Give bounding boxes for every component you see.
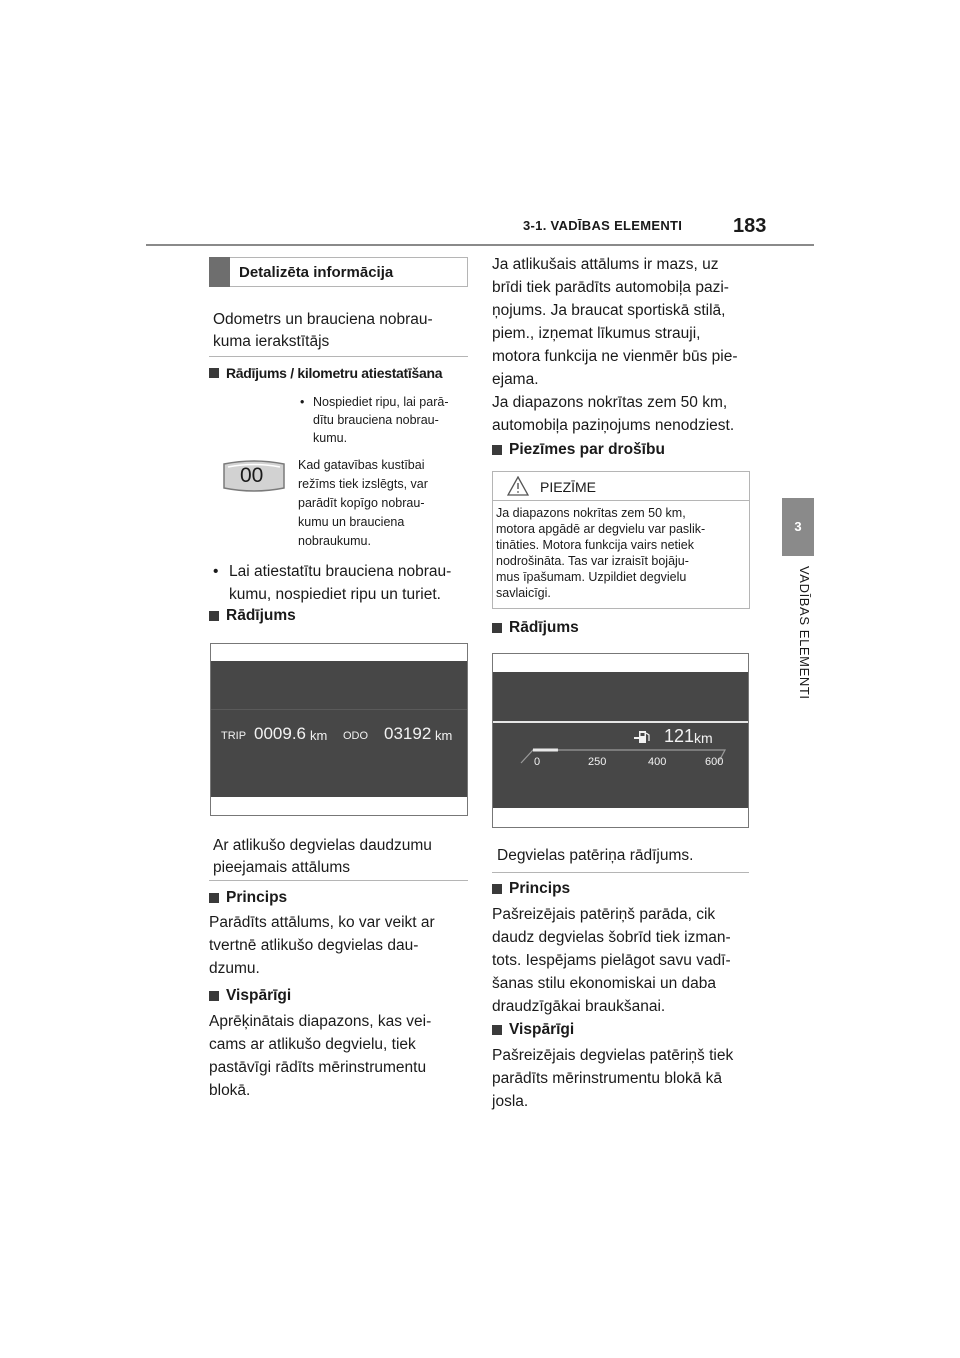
consumption-caption: Degvielas patēriņa rādījums.	[497, 847, 694, 864]
principle-right-5: draudzīgākai braukšanai.	[492, 998, 666, 1015]
reset-tip-3: kumu.	[313, 431, 348, 445]
principle-right-3: tots. Iespējams pielāgot savu vadī-	[492, 952, 731, 969]
reset-desc-1: Kad gatavības kustībai	[298, 458, 425, 472]
note-divider	[492, 500, 750, 501]
general-right-3: josla.	[492, 1093, 529, 1110]
principle-right-1: Pašreizējais patēriņš parāda, cik	[492, 906, 716, 923]
heading-marker-icon	[492, 445, 502, 455]
trip-label: TRIP	[221, 730, 247, 742]
safety-heading-text: Piezīmes par drošību	[509, 441, 665, 458]
odometer-display-divider	[211, 709, 467, 710]
detail-box-header	[209, 257, 468, 287]
note-title: PIEZĪME	[540, 479, 597, 495]
reset-heading	[209, 365, 442, 381]
general-left-2: cams ar atlikušo degvielu, tiek	[209, 1036, 416, 1053]
trip-unit: km	[310, 728, 328, 743]
heading-marker-icon	[492, 623, 502, 633]
chapter-tab: 3	[782, 498, 814, 556]
note-line-1: Ja diapazons nokrītas zem 50 km,	[496, 506, 686, 520]
scale-label-0: 0	[534, 756, 541, 768]
display-heading-right-text: Rādījums	[509, 619, 579, 636]
consumption-gauge	[493, 654, 750, 829]
principle-right-2: daudz degvielas šobrīd tiek izman-	[492, 929, 731, 946]
reset-desc-4: kumu un brauciena	[298, 515, 405, 529]
reset-tip-1: Nospiediet ripu, lai parā-	[313, 395, 449, 409]
consumption-display	[492, 653, 749, 828]
warning-triangle-icon	[507, 476, 529, 496]
general-right-1: Pašreizējais degvielas patēriņš tiek	[492, 1047, 734, 1064]
reset-instruction-2: kumu, nospiediet ripu un turiet.	[229, 586, 441, 603]
intro-5: motora funkcija ne vienmēr būs pie-	[492, 348, 738, 365]
intro-4: piem., izņemat līkumus strauji,	[492, 325, 701, 342]
general-heading-right	[492, 1021, 574, 1039]
gauge-track	[521, 750, 725, 763]
heading-marker-icon	[492, 1025, 502, 1035]
principle-left-2: tvertnē atlikušo degvielas dau-	[209, 937, 419, 954]
detail-box-marker	[209, 257, 230, 287]
intro-3: ņojums. Ja braucat sportiskā stilā,	[492, 302, 726, 319]
range-caption-1: Ar atlikušo degvielas daudzumu	[213, 837, 432, 854]
heading-marker-icon	[209, 991, 219, 1001]
intro-2: brīdi tiek parādīts automobiļa pazi-	[492, 279, 729, 296]
general-heading-right-text: Vispārīgi	[509, 1021, 575, 1038]
consumption-unit: km	[694, 730, 713, 746]
safety-heading	[492, 441, 665, 459]
section-title: 3-1. VADĪBAS ELEMENTI	[523, 218, 683, 233]
odo-unit: km	[435, 728, 453, 743]
principle-left-1: Parādīts attālums, ko var veikt ar	[209, 914, 435, 931]
reset-desc-3: parādīt kopīgo nobrau-	[298, 496, 425, 510]
reset-knob-label: 00	[240, 464, 264, 487]
odometer-display	[210, 643, 468, 816]
reset-desc-2: režīms tiek izslēgts, var	[298, 477, 428, 491]
heading-marker-icon	[209, 368, 219, 378]
odo-label: ODO	[343, 730, 369, 742]
scale-label-250: 250	[588, 756, 607, 768]
note-line-4: nodrošināta. Tas var izraisīt bojāju-	[496, 554, 689, 568]
trip-value: 0009.6	[254, 724, 306, 743]
detail-box-text-1: Odometrs un brauciena nobrau-	[213, 311, 433, 328]
consumption-value: 121	[664, 726, 695, 746]
display-heading-left-text: Rādījums	[226, 607, 296, 624]
general-left-4: blokā.	[209, 1082, 251, 1099]
general-left-1: Aprēķinātais diapazons, kas vei-	[209, 1013, 432, 1030]
principle-right-4: šanas stilu ekonomiskai un daba	[492, 975, 717, 992]
principle-heading-left	[209, 889, 287, 907]
principle-left-3: dzumu.	[209, 960, 260, 977]
display-heading-left	[209, 607, 296, 625]
scale-label-400: 400	[648, 756, 667, 768]
general-right-2: parādīts mērinstrumentu blokā kā	[492, 1070, 723, 1087]
reset-heading-text: Rādījums / kilometru atiestatīšana	[226, 365, 443, 381]
general-left-3: pastāvīgi rādīts mērinstrumentu	[209, 1059, 427, 1076]
detail-box-divider	[209, 356, 468, 357]
detail-box-title: Detalizēta informācija	[239, 263, 394, 281]
header-divider	[146, 244, 814, 246]
reset-tip-2: dītu brauciena nobrau-	[313, 413, 439, 427]
reset-tip-bullet: •	[300, 395, 305, 409]
consumption-caption-divider	[492, 872, 749, 873]
reset-desc-5: nobraukumu.	[298, 534, 371, 548]
intro-1: Ja atlikušais attālums ir mazs, uz	[492, 256, 719, 273]
note-line-3: tināties. Motora funkcija vairs netiek	[496, 538, 695, 552]
heading-marker-icon	[492, 884, 502, 894]
intro-7: Ja diapazons nokrītas zem 50 km,	[492, 394, 728, 411]
principle-heading-left-text: Princips	[226, 889, 288, 906]
reset-instruction-bullet: •	[213, 563, 219, 580]
range-caption-divider	[209, 880, 468, 881]
reset-knob-icon	[221, 458, 287, 494]
note-line-2: motora apgādē ar degvielu var paslik-	[496, 522, 706, 536]
intro-6: ejama.	[492, 371, 539, 388]
note-line-6: savlaicīgi.	[496, 586, 551, 600]
heading-marker-icon	[209, 611, 219, 621]
principle-heading-right	[492, 880, 570, 898]
note-line-5: mus īpašumam. Uzpildiet degvielu	[496, 570, 687, 584]
general-heading-left-text: Vispārīgi	[226, 987, 292, 1004]
intro-8: automobiļa paziņojums nenodziest.	[492, 417, 735, 434]
range-caption-2: pieejamais attālums	[213, 859, 350, 876]
odo-value: 03192	[384, 724, 432, 743]
heading-marker-icon	[209, 893, 219, 903]
scale-label-600: 600	[705, 756, 724, 768]
reset-instruction-1: Lai atiestatītu brauciena nobrau-	[229, 563, 452, 580]
principle-heading-right-text: Princips	[509, 880, 571, 897]
general-heading-left	[209, 987, 291, 1005]
page-number: 183	[733, 215, 767, 237]
chapter-label: VADĪBAS ELEMENTI	[797, 566, 812, 700]
display-heading-right	[492, 619, 579, 637]
detail-box-text-2: kuma ierakstītājs	[213, 333, 330, 350]
